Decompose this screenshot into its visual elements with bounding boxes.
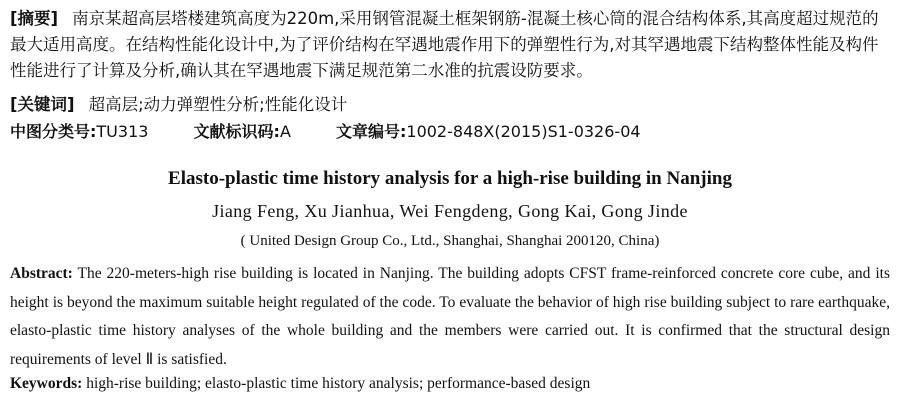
class-number-value: TU313 xyxy=(96,122,149,141)
class-number xyxy=(10,122,148,141)
english-abstract-text: The 220-meters-high rise building is located in Nanjing. The building adopts CFST frame-reinforced concrete core cube, and its height is beyond the maximum suitable height regulated of the code. To evaluate the behavior of high rise building subject to rare earthquake, elasto-plastic time history analyses of the whole building and the members were carried out. It is confirmed that the structural design requirements of level Ⅱ is satisfied. xyxy=(10,265,890,368)
chinese-keywords xyxy=(10,94,894,116)
english-abstract-label: Abstract: xyxy=(10,265,73,282)
english-keywords xyxy=(10,373,890,395)
english-authors: Jiang Feng, Xu Jianhua, Wei Fengdeng, Gong Kai, Gong Jinde xyxy=(212,201,688,221)
classification-line xyxy=(10,121,894,143)
article-number xyxy=(336,122,641,141)
english-keywords-text: high-rise building; elasto-plastic time history analysis; performance-based design xyxy=(82,375,591,392)
chinese-abstract-label: [摘要] xyxy=(10,9,59,28)
chinese-abstract-text: 南京某超高层塔楼建筑高度为220m,采用钢管混凝土框架钢筋-混凝土核心筒的混合结构体系,其高度超过规范的最大适用高度。在结构性能化设计中,为了评价结构在罕遇地震作用下的弹塑性行为,对其罕遇地震下结构整体性能及构件性能进行了计算及分析,确认其在罕遇地震下满足规范第二水准的抗震设防要求。 xyxy=(10,9,879,80)
english-affiliation: ( United Design Group Co., Ltd., Shanghai, Shanghai 200120, China) xyxy=(240,233,660,249)
document-code-value: A xyxy=(279,122,291,141)
chinese-abstract xyxy=(10,6,894,84)
english-title: Elasto-plastic time history analysis for a high-rise building in Nanjing xyxy=(168,168,732,189)
article-number-label: 文章编号: xyxy=(335,122,407,141)
document-code-label: 文献标识码: xyxy=(193,122,280,141)
article-number-value: 1002-848X(2015)S1-0326-04 xyxy=(406,122,641,141)
chinese-keywords-text: 超高层;动力弹塑性分析;性能化设计 xyxy=(88,95,348,114)
chinese-keywords-label: [关键词] xyxy=(10,95,75,114)
english-keywords-label: Keywords: xyxy=(10,375,83,392)
class-number-label: 中图分类号: xyxy=(10,122,97,141)
document-code xyxy=(194,122,291,141)
english-abstract xyxy=(10,260,890,374)
